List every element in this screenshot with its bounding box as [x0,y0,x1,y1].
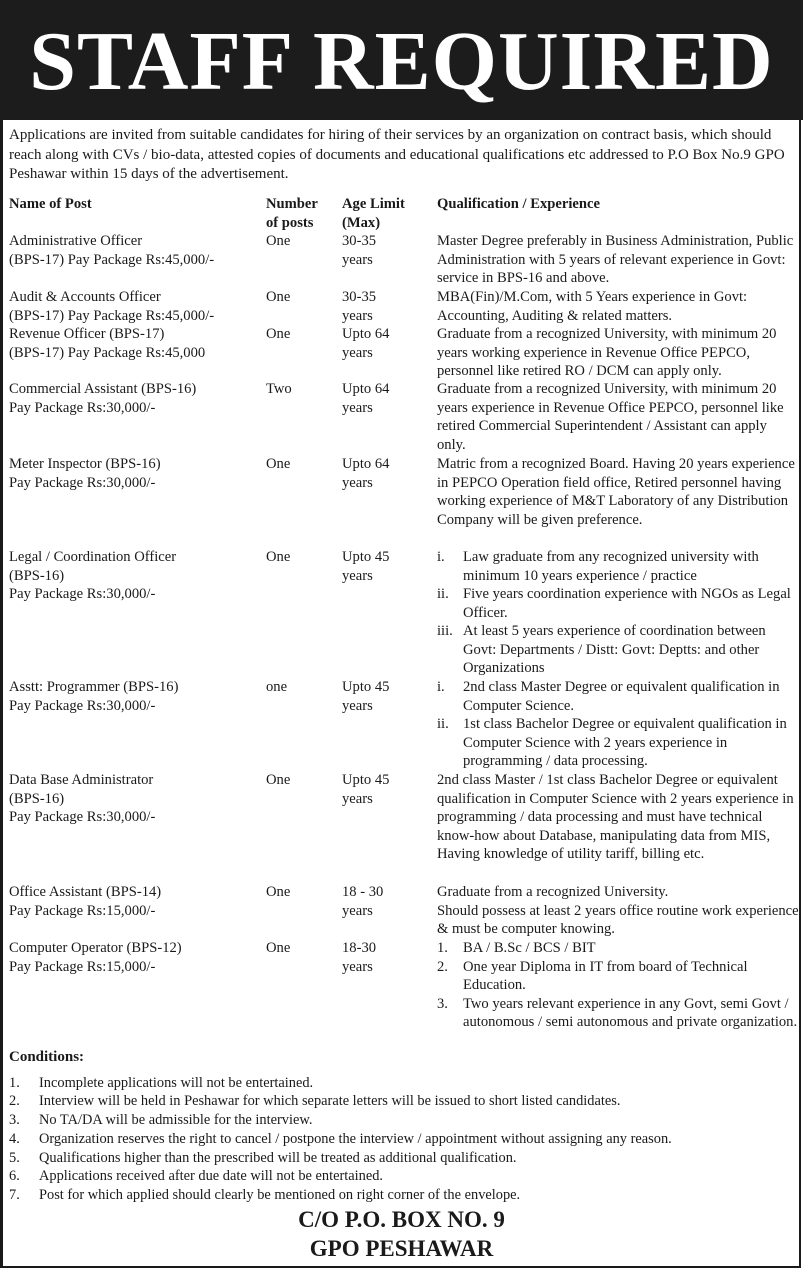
condition-item: 7. Post for which applied should clearly be mentioned on right corner of the envelope. [9,1186,521,1203]
list-item: ii. 1st class Bachelor Degree or equivalent qualification in Computer Science with 2 years experience in programming / data processing. [437,716,787,769]
post-name: Computer Operator (BPS-12) Pay Package Rs:15,000/- [9,940,182,975]
header-number-of-posts: Number of posts [266,196,318,231]
age-limit: Upto 64 years [342,381,390,416]
post-count: One [266,884,291,900]
qualification-list [437,548,799,678]
list-item: ii. Five years coordination experience with NGOs as Legal Officer. [437,586,791,621]
conditions-title: Conditions: [9,1049,85,1065]
age-limit: 30-35 years [342,233,377,268]
intro-paragraph: Applications are invited from suitable candidates for hiring of their services by an organization on contract basis, which should reach along with CVs / bio-data, attested copies of documents and educational qualifications etc addressed to P.O Box No.9 GPO Peshawar within 15 days of the advertisement. [9,127,785,182]
post-name: Legal / Coordination Officer (BPS-16) Pay Package Rs:30,000/- [9,549,177,602]
age-limit: 18-30 years [342,940,377,975]
condition-item: 5. Qualifications higher than the prescribed will be treated as additional qualification. [9,1149,517,1166]
qualification: 2nd class Master / 1st class Bachelor Degree or equivalent qualification in Computer Science with 2 years experience in programming / data processing and must have technical know-how about Database, manipulating data from MIS, Having knowledge of utility tariff, billing etc. [437,772,794,862]
post-count: One [266,772,291,788]
qualification: Master Degree preferably in Business Administration, Public Administration with 5 years of relevant experience in Govt: service in BPS-16 and above. [437,233,794,286]
list-item: 3. Two years relevant experience in any Govt, semi Govt / autonomous / semi autonomous and private organization. [437,995,798,1030]
list-item: 1. BA / B.Sc / BCS / BIT [437,940,596,956]
post-name: Meter Inspector (BPS-16) Pay Package Rs:30,000/- [9,456,161,491]
age-limit: Upto 45 years [342,772,390,807]
qualification: Graduate from a recognized University. Should possess at least 2 years office routine work experience & must be computer knowing. [437,884,799,937]
header-qualification: Qualification / Experience [437,196,600,212]
post-name: Data Base Administrator (BPS-16) Pay Package Rs:30,000/- [9,772,156,825]
qualification-list [437,939,799,1032]
post-name: Revenue Officer (BPS-17) (BPS-17) Pay Package Rs:45,000 [9,326,206,361]
post-count: one [266,679,288,695]
address-line-2: GPO PESHAWAR [309,1236,494,1261]
list-item: 2. One year Diploma in IT from board of Technical Education. [437,958,748,993]
post-count: One [266,326,291,342]
header-post-name: Name of Post [9,196,92,212]
condition-item: 3. No TA/DA will be admissible for the interview. [9,1112,313,1129]
contact-address [0,1205,803,1263]
list-item: i. Law graduate from any recognized university with minimum 10 years experience / practice [437,549,759,584]
page-title: STAFF REQUIRED [29,15,774,108]
condition-item: 6. Applications received after due date will not be entertained. [9,1168,384,1185]
post-count: One [266,233,291,249]
qualification: Graduate from a recognized University, with minimum 20 years experience in Revenue Office PEPCO, personnel like retired Commercial Superintendent / Assistant can apply only. [437,381,784,453]
post-count: One [266,940,291,956]
qualification: MBA(Fin)/M.Com, with 5 Years experience in Govt: Accounting, Auditing & related matters. [437,289,748,324]
post-name: Office Assistant (BPS-14) Pay Package Rs:15,000/- [9,884,162,919]
qualification: Graduate from a recognized University, with minimum 20 years working experience in Revenue Office PEPCO, personnel like retired RO / DCM can apply only. [437,326,777,379]
age-limit: Upto 64 years [342,326,390,361]
age-limit: 18 - 30 years [342,884,384,919]
header-banner [0,0,803,120]
post-name: Commercial Assistant (BPS-16) Pay Package Rs:30,000/- [9,381,197,416]
post-name: Audit & Accounts Officer (BPS-17) Pay Package Rs:45,000/- [9,289,215,324]
list-item: iii. At least 5 years experience of coordination between Govt: Departments / Distt: Govt: Deptts: and other Organizations [437,623,766,676]
age-limit: Upto 45 years [342,549,390,584]
qualification-list [437,678,799,771]
qualification: Matric from a recognized Board. Having 20 years experience in PEPCO Operation field office, Retired personnel having working experience of M&T Laboratory of any Distribution Company will be given preference. [437,456,795,528]
condition-item: 4. Organization reserves the right to cancel / postpone the interview / appointment without assigning any reason. [9,1130,672,1147]
address-line-1: C/O P.O. BOX NO. 9 [298,1207,505,1232]
age-limit: Upto 64 years [342,456,390,491]
post-count: One [266,289,291,305]
conditions-section [9,1048,799,1205]
condition-item: 1. Incomplete applications will not be entertained. [9,1074,314,1091]
post-count: One [266,456,291,472]
header-age-limit: Age Limit (Max) [342,196,405,231]
post-name: Asstt: Programmer (BPS-16) Pay Package Rs:30,000/- [9,679,179,714]
condition-item: 2. Interview will be held in Peshawar for which separate letters will be issued to short listed candidates. [9,1093,621,1110]
post-name: Administrative Officer (BPS-17) Pay Package Rs:45,000/- [9,233,215,268]
list-item: i. 2nd class Master Degree or equivalent qualification in Computer Science. [437,679,780,714]
post-count: Two [266,381,292,397]
age-limit: Upto 45 years [342,679,390,714]
post-count: One [266,549,291,565]
age-limit: 30-35 years [342,289,377,324]
